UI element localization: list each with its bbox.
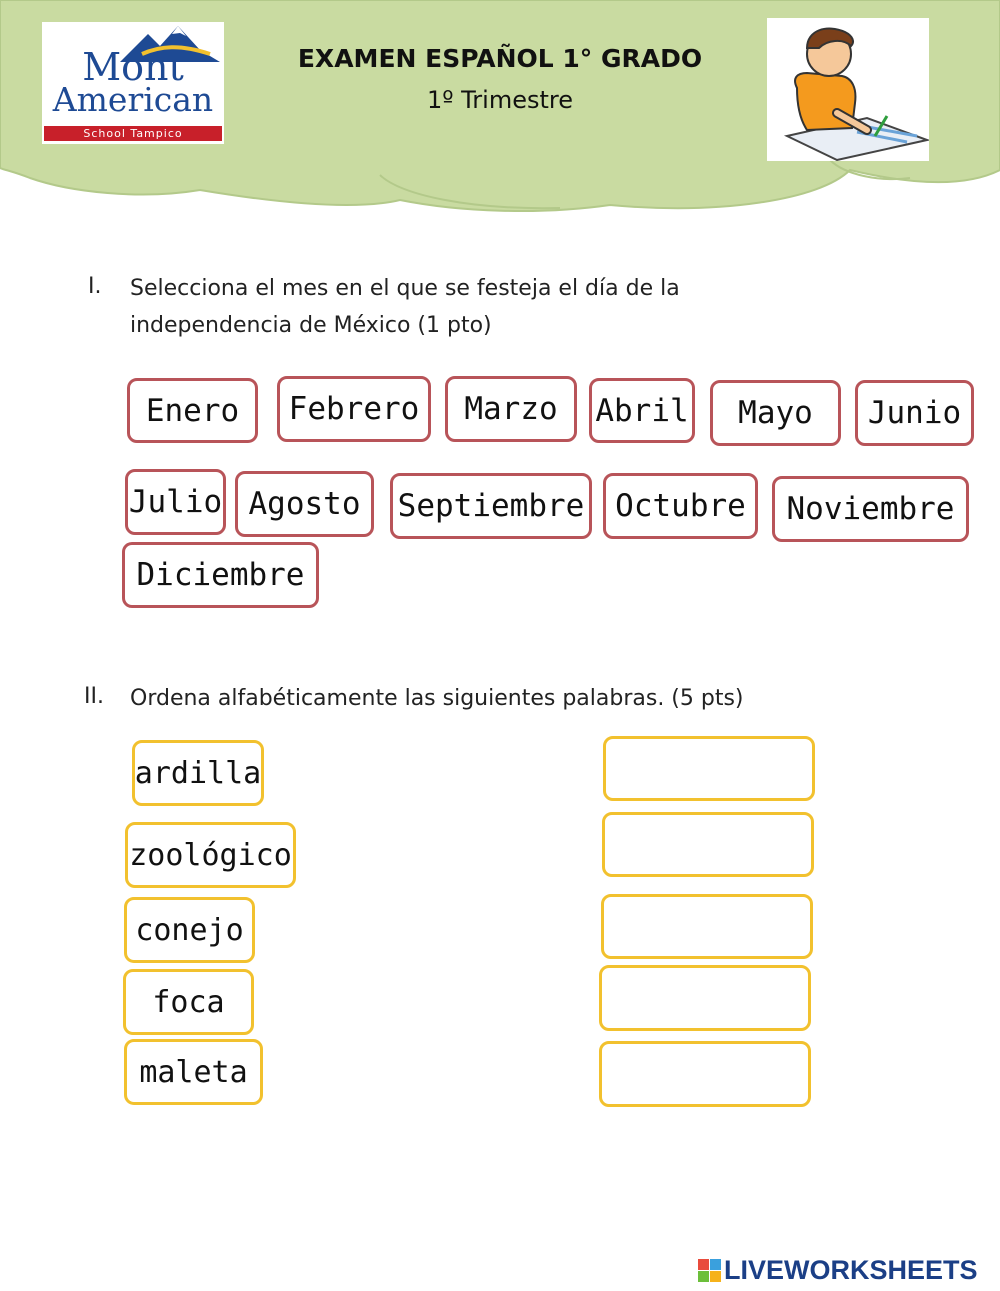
answer-slot-1[interactable] (603, 736, 815, 801)
month-option-febrero[interactable]: Febrero (277, 376, 431, 442)
answer-slot-2[interactable] (602, 812, 814, 877)
question-1-number: I. (88, 274, 102, 299)
month-option-junio[interactable]: Junio (855, 380, 974, 446)
logo-text-school: School Tampico (44, 126, 222, 141)
word-card-ardilla[interactable]: ardilla (132, 740, 264, 806)
question-2-number: II. (84, 684, 104, 709)
exam-title: EXAMEN ESPAÑOL 1° GRADO (297, 44, 703, 73)
answer-slot-4[interactable] (599, 965, 811, 1031)
logo-text-american: American (52, 80, 214, 119)
student-icon (767, 18, 929, 161)
answer-slot-3[interactable] (601, 894, 813, 959)
month-option-noviembre[interactable]: Noviembre (772, 476, 969, 542)
month-option-mayo[interactable]: Mayo (710, 380, 841, 446)
month-option-enero[interactable]: Enero (127, 378, 258, 443)
word-card-maleta[interactable]: maleta (124, 1039, 263, 1105)
word-card-foca[interactable]: foca (123, 969, 254, 1035)
liveworksheets-text: LIVEWORKSHEETS (724, 1254, 978, 1285)
school-logo (42, 22, 224, 144)
question-1-text-line2: independencia de México (1 pto) (130, 313, 492, 338)
word-card-conejo[interactable]: conejo (124, 897, 255, 963)
liveworksheets-brand[interactable] (698, 1252, 978, 1288)
answer-slot-5[interactable] (599, 1041, 811, 1107)
month-option-octubre[interactable]: Octubre (603, 473, 758, 539)
month-option-abril[interactable]: Abril (589, 378, 695, 443)
logo-text-mont: Mont (82, 45, 184, 89)
month-option-julio[interactable]: Julio (125, 469, 226, 535)
month-option-diciembre[interactable]: Diciembre (122, 542, 319, 608)
month-option-agosto[interactable]: Agosto (235, 471, 374, 537)
month-option-septiembre[interactable]: Septiembre (390, 473, 592, 539)
month-option-marzo[interactable]: Marzo (445, 376, 577, 442)
word-card-zoologico[interactable]: zoológico (125, 822, 296, 888)
student-writing-illustration (767, 18, 929, 161)
liveworksheets-logo-icon (698, 1259, 721, 1282)
question-2-text: Ordena alfabéticamente las siguientes palabras. (5 pts) (130, 686, 744, 711)
question-1-text-line1: Selecciona el mes en el que se festeja el día de la (130, 276, 680, 301)
exam-subtitle: 1º Trimestre (426, 86, 574, 114)
